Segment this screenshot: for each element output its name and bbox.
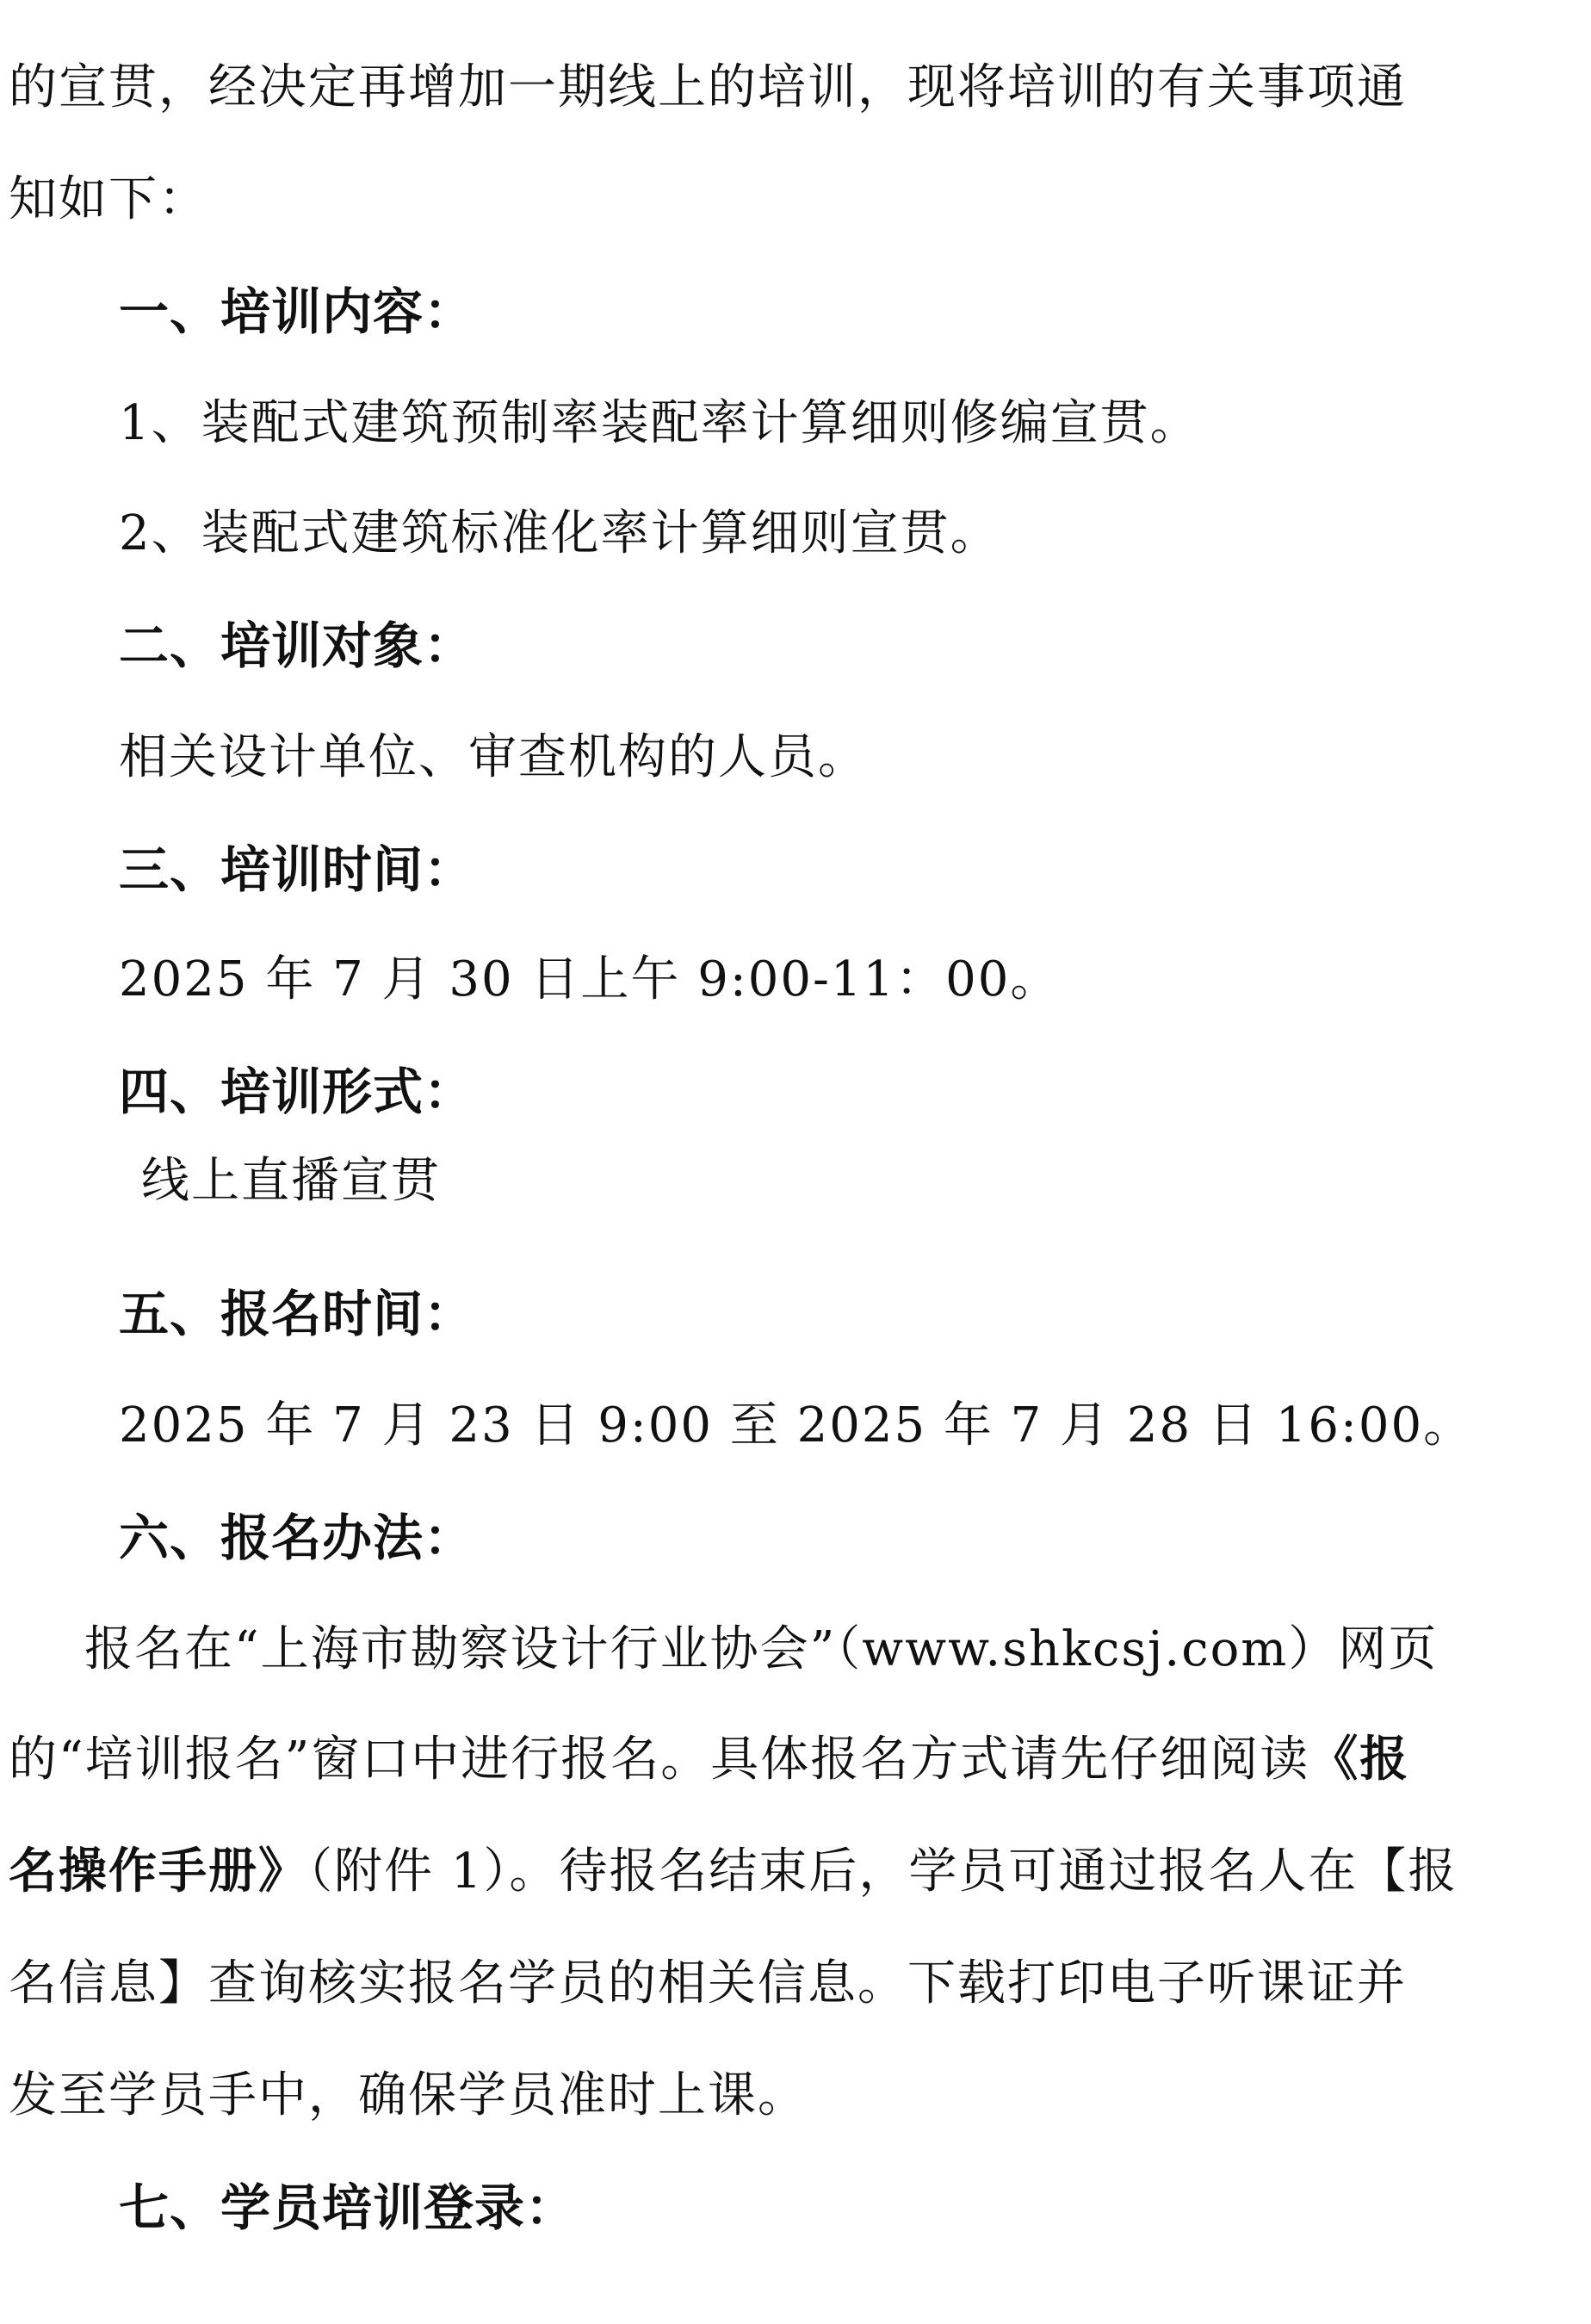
manual-title-start: 《报 — [1309, 1732, 1410, 1788]
section-heading-registration-time: 五、报名时间： — [119, 1285, 475, 1343]
registration-method-line-3 — [9, 1838, 1458, 1906]
audience-text: 相关设计单位、审查机构的人员。 — [119, 729, 868, 785]
section-heading-format: 四、培训形式： — [119, 1063, 475, 1121]
section-heading-time: 三、培训时间： — [119, 840, 475, 899]
registration-method-line-4: 名信息】查询核实报名学员的相关信息。下载打印电子听课证并 — [9, 1955, 1407, 2011]
manual-title-end: 名操作手册》 — [9, 1844, 308, 1899]
section-heading-registration-method: 六、报名办法： — [119, 1509, 475, 1567]
registration-method-line-2 — [9, 1726, 1409, 1794]
registration-method-line-5: 发至学员手中，确保学员准时上课。 — [9, 2067, 808, 2123]
training-time-text: 2025 年 7 月 30 日上午 9:00-11：00。 — [119, 951, 1061, 1007]
registration-method-line-3-text: （附件 1）。待报名结束后，学员可通过报名人在【报 — [308, 1844, 1458, 1899]
intro-line-2: 知如下： — [9, 171, 208, 227]
content-item-1: 1、装配式建筑预制率装配率计算细则修编宣贯。 — [119, 395, 1200, 451]
intro-line-1: 的宣贯，经决定再增加一期线上的培训，现将培训的有关事项通 — [9, 59, 1407, 115]
section-heading-audience: 二、培训对象： — [119, 617, 475, 675]
content-item-2: 2、装配式建筑标准化率计算细则宣贯。 — [119, 505, 1000, 561]
section-heading-content: 一、培训内容： — [119, 282, 475, 341]
section-heading-login: 七、学员培训登录： — [119, 2178, 577, 2237]
registration-time-text: 2025 年 7 月 23 日 9:00 至 2025 年 7 月 28 日 16:00。 — [119, 1397, 1474, 1453]
registration-method-line-2-text: 的“培训报名”窗口中进行报名。具体报名方式请先仔细阅读 — [9, 1732, 1310, 1788]
format-text: 线上直播宣贯 — [141, 1153, 441, 1209]
registration-method-line-1: 报名在“上海市勘察设计行业协会”（www.shkcsj.com）网页 — [84, 1621, 1439, 1677]
